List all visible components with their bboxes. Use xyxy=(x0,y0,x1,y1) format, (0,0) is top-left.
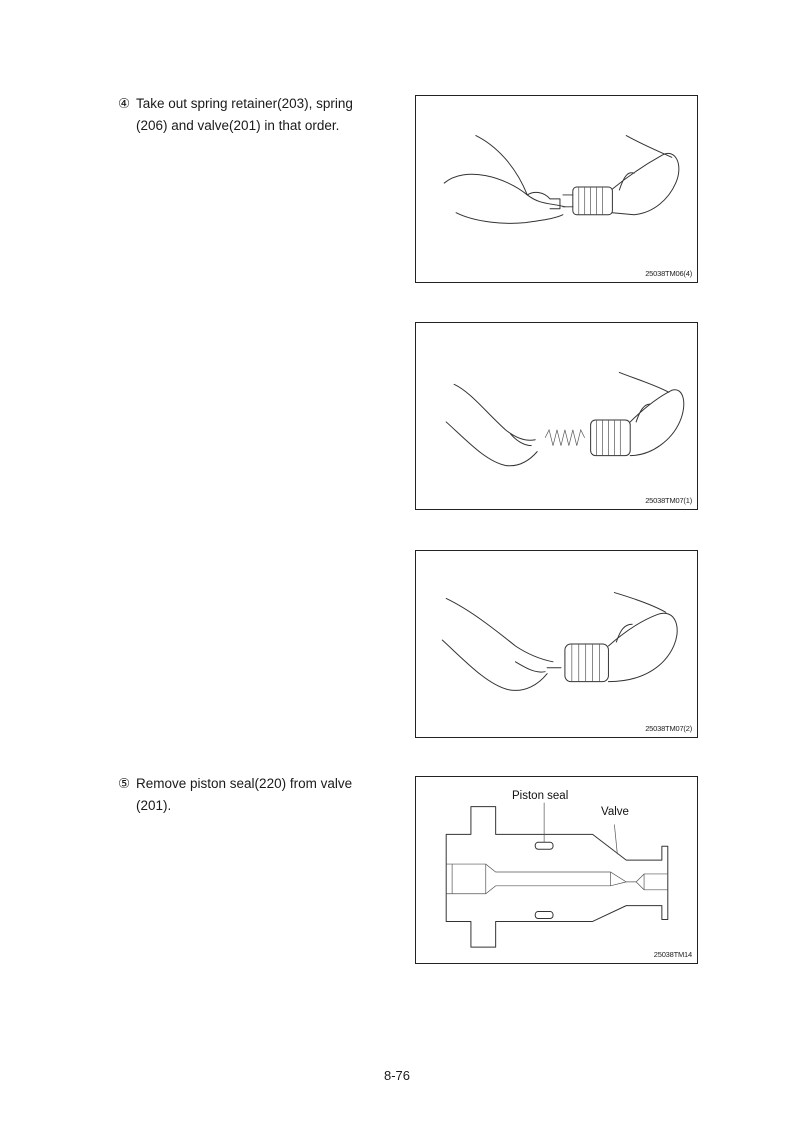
figure-3-code: 25038TM07(2) xyxy=(645,724,692,733)
hands-valve-illustration xyxy=(416,551,697,737)
figure-1-code: 25038TM06(4) xyxy=(645,269,692,278)
step-4-marker: ④ xyxy=(118,96,131,111)
figure-4 xyxy=(415,776,698,964)
step-5-marker: ⑤ xyxy=(118,776,131,791)
figure-2 xyxy=(415,322,698,510)
step-4-text-1: Take out spring retainer(203), spring xyxy=(136,96,353,111)
step-5 xyxy=(118,773,378,817)
figure-1 xyxy=(415,95,698,283)
figure-4-code: 25038TM14 xyxy=(653,950,692,959)
valve-label: Valve xyxy=(601,806,629,818)
page-number: 8-76 xyxy=(383,1068,411,1083)
valve-cross-section-diagram xyxy=(416,777,697,963)
figure-3 xyxy=(415,550,698,738)
figure-2-code: 25038TM07(1) xyxy=(645,496,692,505)
step-5-text-2: (201). xyxy=(136,798,172,813)
step-4 xyxy=(118,93,378,137)
hands-spring-illustration xyxy=(416,323,697,509)
hands-spring-retainer-illustration xyxy=(416,96,697,282)
step-4-line-1 xyxy=(118,93,378,115)
piston-seal-label: Piston seal xyxy=(512,790,569,802)
step-4-text-2: (206) and valve(201) in that order. xyxy=(136,118,340,133)
step-5-line-1 xyxy=(118,773,378,795)
step-5-text-1: Remove piston seal(220) from valve xyxy=(136,776,353,791)
